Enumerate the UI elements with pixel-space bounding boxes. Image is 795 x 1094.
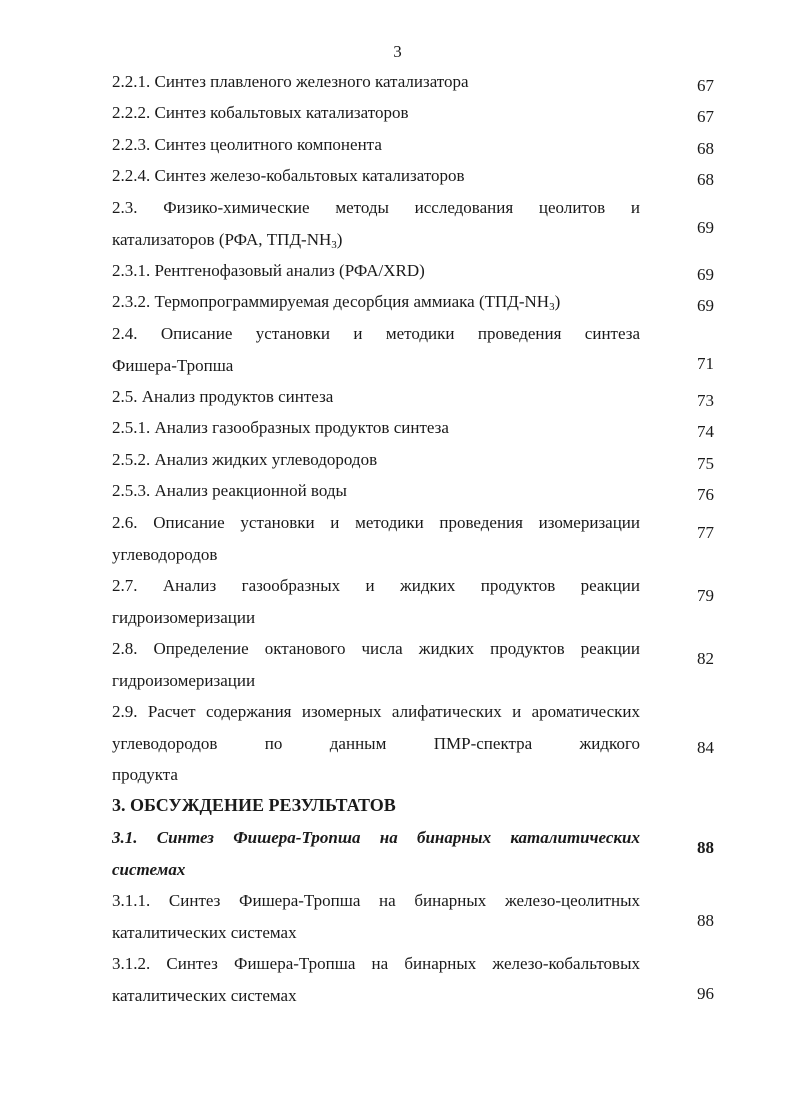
toc-entry-title [112, 318, 640, 381]
toc-entry-3-1-2 [112, 948, 714, 1011]
toc-entry-page: 79 [697, 586, 714, 605]
toc-entry-2-5-2 [112, 444, 714, 476]
toc-entry-line: гидроизомеризации [112, 670, 256, 690]
toc-entry-title: 2.3.1. Рентгенофазовый анализ (РФА/XRD) [112, 261, 425, 280]
toc-entry-2-8 [112, 633, 714, 696]
toc-entry-title: 2.5.2. Анализ жидких углеводородов [112, 450, 378, 469]
toc-entry-line: 2.4. Описание установки и методики проведения синтеза [112, 324, 640, 343]
toc-entry-3 [112, 790, 714, 822]
toc-entry-page: 67 [697, 76, 714, 95]
toc-entry-title: 2.2.4. Синтез железо-кобальтовых катализаторов [112, 166, 465, 185]
toc-entry-3-1 [112, 822, 714, 885]
toc-entry-title: 2.3.2. Термопрограммируемая десорбция аммиака $(ТПД-NH_3)$ [112, 292, 561, 313]
toc-entry-title: 2.2.1. Синтез плавленого железного катализатора [112, 72, 469, 91]
toc-entry-page: 68 [697, 170, 714, 189]
toc-entry-line: Фишера-Тропша [112, 355, 234, 375]
toc-entry-2-3-1 [112, 255, 714, 287]
toc-entry-2-2-3 [112, 129, 714, 161]
toc-entry-line: 2.8. Определение октанового числа жидких продуктов реакции [112, 639, 640, 658]
toc-entry-line: 2.3. Физико-химические методы исследования цеолитов и [112, 198, 640, 217]
toc-entry-line: продукта [112, 765, 178, 784]
toc-entry-title: 2.5.3. Анализ реакционной воды [112, 481, 347, 500]
toc-entry-2-7 [112, 570, 714, 633]
toc-entry-page: 69 [697, 218, 714, 237]
toc-entry-page: 88 [697, 838, 714, 857]
toc-entry-title: 2.5.1. Анализ газообразных продуктов синтеза [112, 418, 449, 437]
toc-entry-2-9 [112, 696, 714, 791]
toc-entry-title: 2.2.2. Синтез кобальтовых катализаторов [112, 103, 409, 122]
toc-entry-page: 75 [697, 454, 714, 473]
toc-entry-2-2-4 [112, 160, 714, 192]
toc-entry-line: углеводородов [112, 544, 218, 564]
toc-section-heading: 3. ОБСУЖДЕНИЕ РЕЗУЛЬТАТОВ [112, 795, 396, 815]
toc-entry-2-6 [112, 507, 714, 570]
toc-entry-2-5-3 [112, 475, 714, 507]
toc-entry-page: 77 [697, 523, 714, 542]
toc-entry-line: 3.1. Синтез Фишера-Тропша на бинарных каталитических [112, 828, 640, 847]
toc-entry-line: 3.1.1. Синтез Фишера-Тропша на бинарных железо-цеолитных [112, 891, 640, 910]
toc-entry-3-1-1 [112, 885, 714, 948]
toc-entry-page: 84 [697, 738, 714, 757]
toc-entry-line: 2.9. Расчет содержания изомерных алифатических и [112, 702, 522, 721]
toc-entry-title [112, 696, 640, 791]
toc-entry-2-2-1 [112, 66, 714, 98]
toc-entry-title [112, 885, 640, 948]
toc-entry-title [112, 507, 640, 570]
page-number: 3 [393, 42, 402, 61]
toc-entry-line: гидроизомеризации [112, 607, 256, 627]
toc-entry-2-5 [112, 381, 714, 413]
toc-entry-title [112, 948, 640, 1011]
toc-entry-title: 2.2.3. Синтез цеолитного компонента [112, 135, 382, 154]
toc-entry-page: 96 [697, 984, 714, 1003]
toc-entry-line: 2.6. Описание установки и методики проведения изомеризации [112, 513, 640, 532]
toc-entry-page: 73 [697, 391, 714, 410]
toc-entry-page: 82 [697, 649, 714, 668]
toc-entry-title [112, 822, 640, 885]
toc-entry-page: 67 [697, 107, 714, 126]
toc-entry-page: 69 [697, 296, 714, 315]
toc-entry-page: 68 [697, 139, 714, 158]
toc-entry-page: 74 [697, 422, 714, 441]
toc-entry-2-2-2 [112, 97, 714, 129]
toc-entry-line: 3.1.2. Синтез Фишера-Тропша на бинарных железо-кобальтовых [112, 954, 640, 973]
toc-entry-title [112, 192, 640, 255]
toc-entry-line: системах [112, 859, 186, 879]
toc-entry-page: 71 [697, 354, 714, 373]
toc-entry-page: 76 [697, 485, 714, 504]
toc-entry-line: каталитических системах [112, 985, 297, 1005]
toc-entry-title [112, 633, 640, 696]
toc-entry-2-3-2 [112, 286, 714, 318]
toc-entry-title [112, 570, 640, 633]
toc-entry-line: ароматических углеводородов по данным ПМР-спектра жидкого [112, 702, 640, 753]
toc-entry-line: каталитических системах [112, 922, 297, 942]
toc-entry-page: 88 [697, 911, 714, 930]
toc-entry-title: 2.5. Анализ продуктов синтеза [112, 387, 334, 406]
toc-entry-2-4 [112, 318, 714, 381]
toc-entry-2-3 [112, 192, 714, 255]
toc-entry-line: 2.7. Анализ газообразных и жидких продуктов реакции [112, 576, 640, 595]
toc-entry-line: катализаторов (РФА, ТПД-$NH_3$) [112, 229, 343, 251]
toc-entry-page: 69 [697, 265, 714, 284]
toc-entry-2-5-1 [112, 412, 714, 444]
